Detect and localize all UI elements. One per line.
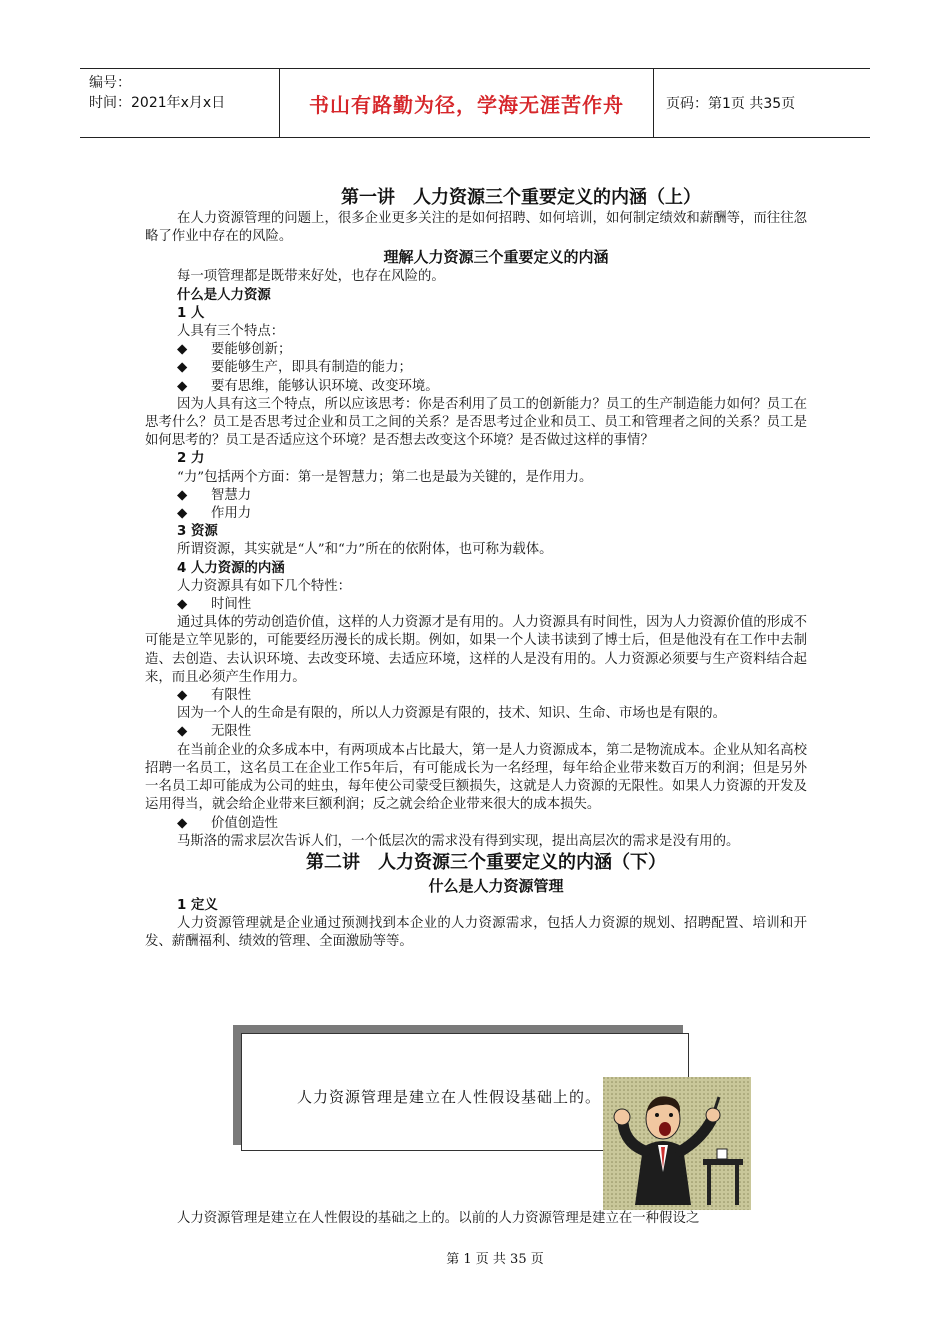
paragraph: 在人力资源管理的问题上，很多企业更多关注的是如何招聘、如何培训，如何制定绩效和薪酬等，而往往忽略了作业中存在的风险。 bbox=[145, 211, 807, 245]
bullet-item: ◆ 智慧力 bbox=[145, 487, 807, 505]
speaker-clipart-icon bbox=[603, 1077, 751, 1210]
quote-figure bbox=[233, 1025, 753, 1210]
diamond-bullet-icon: ◆ bbox=[177, 342, 188, 358]
diamond-bullet-icon: ◆ bbox=[177, 360, 188, 376]
paragraph: 在当前企业的众多成本中，有两项成本占比最大，第一是人力资源成本，第二是物流成本。企业从知名高校招聘一名员工，这名员工在企业工作5年后，有可能成长为一名经理，每年给企业带来数百万的利润；但是另外一名员工却可能成为公司的蛀虫，每年使公司蒙受巨额损失，这就是人力资源的无限性。如果人力资源的开发及运用得当，就会给企业带来巨额利润；反之就会给企业带来很大的成本损失。 bbox=[145, 742, 807, 813]
doc-date-label: 时间：2021年x月x日 bbox=[89, 95, 226, 111]
quote-text: 人力资源管理是建立在人性假设基础上的。 bbox=[297, 1088, 602, 1106]
bullet-item: ◆ 要能够创新； bbox=[145, 341, 807, 359]
bullet-item: ◆ 时间性 bbox=[145, 596, 807, 614]
diamond-bullet-icon: ◆ bbox=[177, 506, 188, 522]
diamond-bullet-icon: ◆ bbox=[177, 487, 188, 503]
bullet-item: ◆ 价值创造性 bbox=[145, 815, 807, 833]
paragraph: 每一项管理都是既带来好处，也存在风险的。 bbox=[177, 269, 445, 285]
diamond-bullet-icon: ◆ bbox=[177, 724, 188, 740]
paragraph: 通过具体的劳动创造价值，这样的人力资源才是有用的。人力资源具有时间性，因为人力资源价值的形成不可能是立竿见影的，可能要经历漫长的成长期。例如，如果一个人读书读到了博士后，但是他没有在工作中去制造、去创造、去认识环境、去改变环境、去适应环境，这样的人是没有用的。人力资源必须要与生产资料结合起来，而且必须产生作用力。 bbox=[145, 615, 807, 685]
section-heading: 3 资源 bbox=[177, 524, 218, 540]
lecture2-subtitle: 什么是人力资源管理 bbox=[428, 876, 564, 895]
paragraph: 人具有三个特点： bbox=[177, 324, 285, 340]
diamond-bullet-icon: ◆ bbox=[177, 688, 188, 704]
bullet-item: ◆ 有限性 bbox=[145, 687, 807, 705]
paragraph: 因为一个人的生命是有限的，所以人力资源是有限的，技术、知识、生命、市场也是有限的。 bbox=[177, 706, 727, 722]
bullet-item: ◆ 无限性 bbox=[145, 723, 807, 741]
header-motto: 书山有路勤为径，学海无涯苦作舟 bbox=[280, 69, 654, 137]
bullet-item: ◆ 作用力 bbox=[145, 505, 807, 523]
bullet-item: ◆ 要能够生产，即具有制造的能力； bbox=[145, 359, 807, 377]
doc-number-label: 编号： bbox=[89, 75, 131, 91]
section-heading: 4 人力资源的内涵 bbox=[177, 560, 285, 576]
paragraph: 人力资源管理就是企业通过预测找到本企业的人力资源需求，包括人力资源的规划、招聘配置、培训和开发、薪酬福利、绩效的管理、全面激励等等。 bbox=[145, 916, 807, 950]
page-header bbox=[80, 68, 870, 138]
page-footer: 第 1 页 共 35 页 bbox=[446, 1252, 544, 1267]
paragraph: 人力资源具有如下几个特性： bbox=[177, 578, 352, 594]
section-heading: 1 定义 bbox=[177, 897, 218, 913]
document-body bbox=[145, 186, 807, 952]
paragraph: 人力资源管理是建立在人性假设的基础之上的。以前的人力资源管理是建立在一种假设之 bbox=[177, 1211, 700, 1226]
header-page-number: 页码：第1页 共35页 bbox=[666, 96, 796, 112]
paragraph: 因为人具有这三个特点，所以应该思考：你是否利用了员工的创新能力？员工的生产制造能力如何？员工在思考什么？员工是否思考过企业和员工之间的关系？是否思考过企业和员工、员工和管理者之间的关系？员工是如何思考的？员工是否适应这个环境？是否想去改变这个环境？是否做过这样的事情？ bbox=[145, 396, 807, 449]
diamond-bullet-icon: ◆ bbox=[177, 597, 188, 613]
bullet-item: ◆ 要有思维，能够认识环境、改变环境。 bbox=[145, 378, 807, 396]
header-meta bbox=[80, 69, 280, 137]
lecture1-subtitle: 理解人力资源三个重要定义的内涵 bbox=[383, 248, 609, 267]
lecture2-title: 第二讲 人力资源三个重要定义的内涵（下） bbox=[306, 851, 666, 873]
paragraph: 所谓资源，其实就是“人”和“力”所在的依附体，也可称为载体。 bbox=[177, 542, 553, 558]
paragraph: 马斯洛的需求层次告诉人们，一个低层次的需求没有得到实现，提出高层次的需求是没有用的。 bbox=[177, 833, 740, 849]
section-heading: 1 人 bbox=[177, 305, 205, 321]
paragraph: “力”包括两个方面：第一是智慧力；第二也是最为关键的，是作用力。 bbox=[177, 469, 593, 485]
diamond-bullet-icon: ◆ bbox=[177, 378, 188, 394]
lecture1-title: 第一讲 人力资源三个重要定义的内涵（上） bbox=[341, 187, 701, 208]
section-heading: 什么是人力资源 bbox=[177, 287, 271, 303]
section-heading: 2 力 bbox=[177, 451, 205, 467]
diamond-bullet-icon: ◆ bbox=[177, 815, 188, 831]
